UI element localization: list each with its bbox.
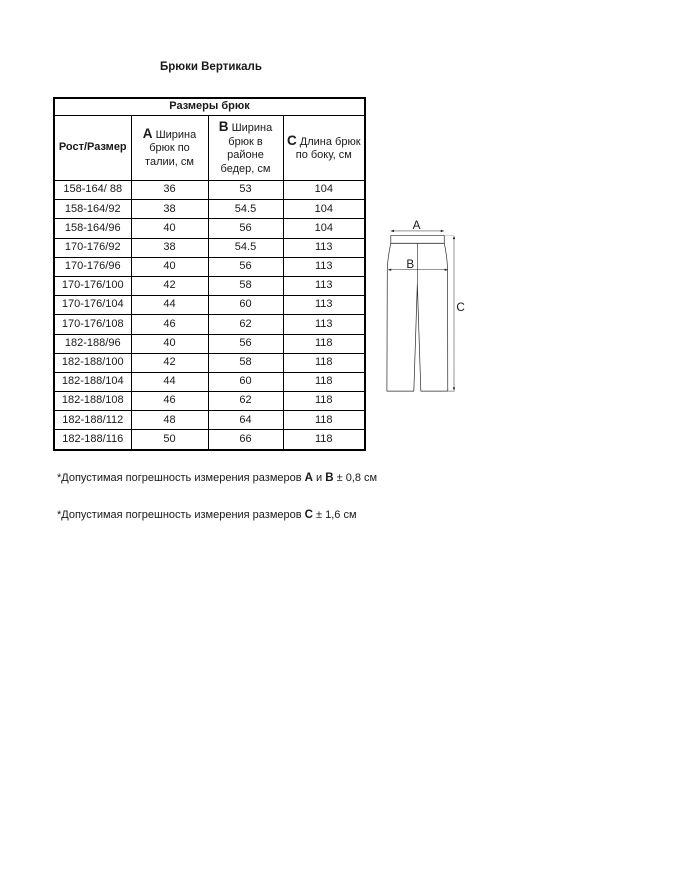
table-cell: 182-188/116 [54, 430, 131, 450]
table-cell: 104 [283, 181, 365, 200]
arrowhead-c-bottom [453, 387, 455, 391]
table-cell: 113 [283, 296, 365, 315]
footnote-text: ± 1,6 см [312, 509, 357, 521]
table-cell: 42 [131, 276, 208, 295]
table-row [54, 238, 365, 257]
column-header-label: Рост/Размер [58, 141, 127, 154]
table-cell: 118 [283, 372, 365, 391]
table-cell: 40 [131, 257, 208, 276]
table-row [54, 353, 365, 372]
table-cell: 182-188/104 [54, 372, 131, 391]
table-cell: 54.5 [208, 238, 283, 257]
table-row [54, 334, 365, 353]
table-cell: 50 [131, 430, 208, 450]
trousers-diagram [383, 95, 628, 560]
table-cell: 182-188/96 [54, 334, 131, 353]
footnote-tolerance-ab [57, 472, 377, 484]
table-cell: 170-176/100 [54, 276, 131, 295]
table-cell: 38 [131, 238, 208, 257]
waistband [391, 235, 444, 243]
dim-label-b: B [406, 258, 415, 272]
table-cell: 118 [283, 430, 365, 450]
table-body [54, 181, 365, 450]
footnote-bold-letter: С [304, 509, 313, 521]
table-cell: 158-164/96 [54, 219, 131, 238]
table-cell: 182-188/108 [54, 392, 131, 411]
table-cell: 118 [283, 392, 365, 411]
table-cell: 40 [131, 219, 208, 238]
table-row [54, 372, 365, 391]
table-cell: 104 [283, 219, 365, 238]
table-cell: 40 [131, 334, 208, 353]
column-header-c [283, 116, 365, 181]
table-cell: 118 [283, 334, 365, 353]
table-cell: 113 [283, 257, 365, 276]
table-cell: 44 [131, 296, 208, 315]
table-cell: 53 [208, 181, 283, 200]
table-cell: 170-176/104 [54, 296, 131, 315]
size-table [53, 97, 366, 451]
table-cell: 170-176/96 [54, 257, 131, 276]
arrowhead-c-top [453, 236, 455, 240]
table-cell: 54.5 [208, 200, 283, 219]
table-row [54, 200, 365, 219]
footnote-text: ± 0,8 см [333, 472, 378, 484]
dim-label-a: A [412, 218, 421, 232]
table-cell: 170-176/108 [54, 315, 131, 334]
table-caption-row [54, 98, 365, 116]
footnote-text: *Допустимая погрешность измерения размеров [57, 509, 305, 521]
table-cell: 44 [131, 372, 208, 391]
footnote-bold-letter: В [325, 472, 334, 484]
table-cell: 48 [131, 411, 208, 430]
table-row [54, 430, 365, 450]
table-cell: 113 [283, 315, 365, 334]
table-cell: 56 [208, 334, 283, 353]
table-row [54, 411, 365, 430]
table-cell: 62 [208, 392, 283, 411]
table-row [54, 296, 365, 315]
table-cell: 38 [131, 200, 208, 219]
table-cell: 46 [131, 392, 208, 411]
table-cell: 64 [208, 411, 283, 430]
table-cell: 46 [131, 315, 208, 334]
table-row [54, 315, 365, 334]
column-letter: А [142, 125, 153, 141]
table-cell: 56 [208, 219, 283, 238]
table-cell: 118 [283, 353, 365, 372]
footnote-bold-letter: А [304, 472, 313, 484]
table-cell: 56 [208, 257, 283, 276]
footnote-text: и [312, 472, 326, 484]
arrowhead-a-left [390, 230, 394, 232]
table-cell: 66 [208, 430, 283, 450]
column-header-size [54, 116, 131, 181]
table-cell: 62 [208, 315, 283, 334]
column-header-label: Длина брюк по боку, см [295, 135, 361, 161]
table-cell: 158-164/92 [54, 200, 131, 219]
table-cell: 104 [283, 200, 365, 219]
page-title: Брюки Вертикаль [160, 61, 262, 73]
table-cell: 182-188/112 [54, 411, 131, 430]
column-letter: В [218, 119, 229, 134]
table-cell: 36 [131, 181, 208, 200]
column-header-a [131, 116, 208, 181]
arrowhead-a-right [441, 230, 445, 232]
table-cell: 60 [208, 372, 283, 391]
table-cell: 118 [283, 411, 365, 430]
column-header-label: Ширина брюк в районе бедер, см [220, 122, 273, 175]
table-cell: 170-176/92 [54, 238, 131, 257]
column-header-label: Ширина брюк по талии, см [145, 128, 197, 168]
table-cell: 182-188/100 [54, 353, 131, 372]
table-cell: 60 [208, 296, 283, 315]
table-row [54, 219, 365, 238]
table-cell: 58 [208, 353, 283, 372]
table-cell: 158-164/ 88 [54, 181, 131, 200]
column-header-b [208, 116, 283, 181]
table-caption: Размеры брюк [54, 98, 365, 116]
dim-label-c: C [456, 301, 465, 315]
table-row [54, 392, 365, 411]
table-row [54, 276, 365, 295]
column-letter: С [286, 132, 297, 148]
table-row [54, 181, 365, 200]
table-cell: 113 [283, 238, 365, 257]
table-cell: 58 [208, 276, 283, 295]
table-cell: 42 [131, 353, 208, 372]
footnote-text: *Допустимая погрешность измерения размеров [57, 472, 305, 484]
table-header-row [54, 116, 365, 181]
footnote-tolerance-c [57, 509, 357, 521]
table-cell: 113 [283, 276, 365, 295]
table-row [54, 257, 365, 276]
